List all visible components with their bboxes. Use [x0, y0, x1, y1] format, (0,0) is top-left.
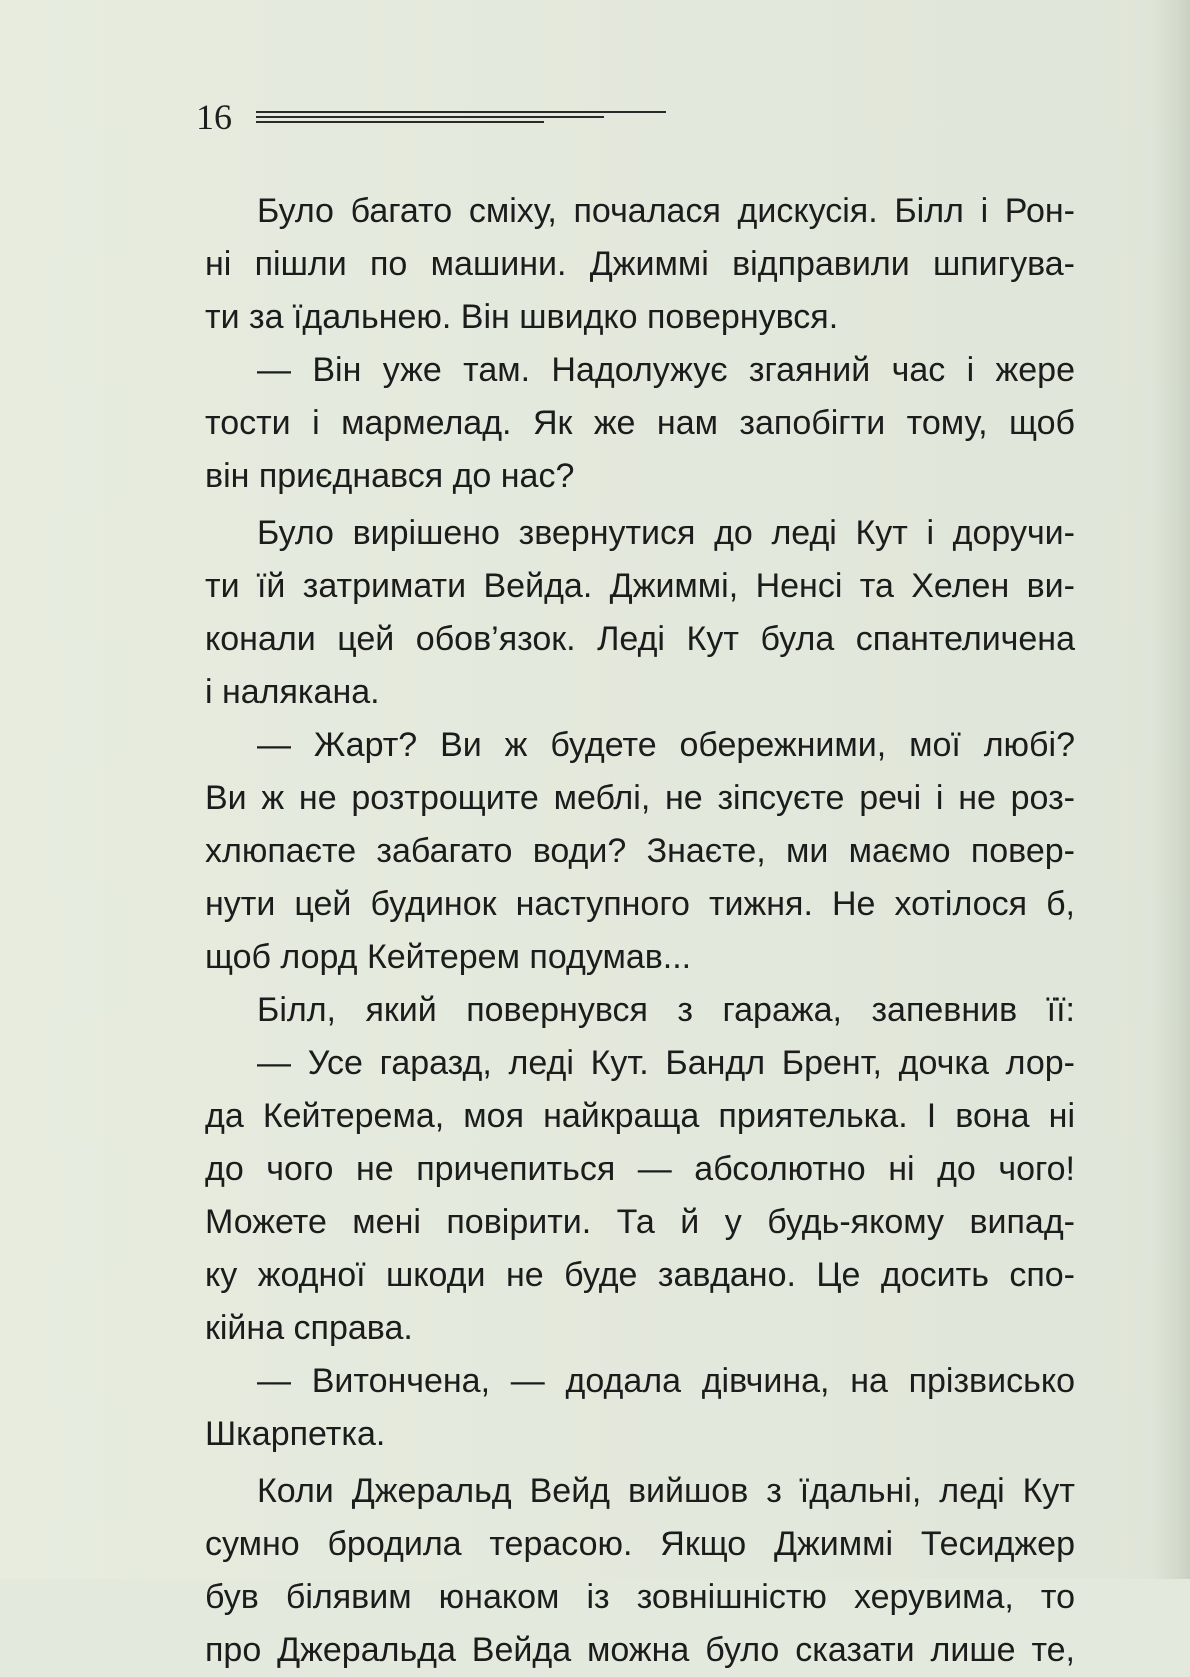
text-line: Було багато сміху, почалася дискусія. Білл і Рон- — [257, 192, 1075, 230]
header-rule-middle — [256, 116, 604, 118]
page-edge-shadow — [1150, 0, 1190, 1579]
page-number: 16 — [196, 97, 232, 137]
text-line: ку жодної шкоди не буде завдано. Це досить спо- — [205, 1256, 1075, 1294]
text-line: був білявим юнаком із зовнішністю херувима, то — [205, 1578, 1075, 1616]
text-line: — Жарт? Ви ж будете обережними, мої любі? — [257, 726, 1075, 764]
text-line: Можете мені повірити. Та й у будь-якому випад- — [205, 1203, 1075, 1241]
header-rule-long — [256, 111, 666, 113]
text-line: да Кейтерема, моя найкраща приятелька. І вона ні — [205, 1097, 1075, 1135]
text-line: ні пішли по машини. Джиммі відправили шпигува- — [205, 245, 1075, 283]
text-line: — Усе гаразд, леді Кут. Бандл Брент, дочка лор- — [257, 1044, 1075, 1082]
text-line: сумно бродила терасою. Якщо Джиммі Тесиджер — [205, 1525, 1075, 1563]
text-line: — Він уже там. Надолужує згаяний час і жере — [257, 351, 1075, 389]
text-line: кійна справа. — [205, 1309, 413, 1347]
text-line: Коли Джеральд Вейд вийшов з їдальні, леді Кут — [257, 1472, 1075, 1510]
text-line: до чого не причепиться — абсолютно ні до чого! — [205, 1150, 1075, 1188]
text-line: Ви ж не розтрощите меблі, не зіпсуєте речі і не роз- — [205, 779, 1075, 817]
page-header — [196, 92, 676, 142]
text-line: конали цей обов’язок. Леді Кут була спантеличена — [205, 620, 1075, 658]
text-line: і налякана. — [205, 673, 380, 711]
text-line: хлюпаєте забагато води? Знаєте, ми маємо повер- — [205, 832, 1075, 870]
header-rule-short — [256, 121, 544, 123]
text-line: нути цей будинок наступного тижня. Не хотілося б, — [205, 885, 1075, 923]
text-line: Білл, який повернувся з гаража, запевнив її: — [257, 991, 1075, 1029]
text-line: Було вирішено звернутися до леді Кут і доручи- — [257, 514, 1075, 552]
text-line: щоб лорд Кейтерем подумав... — [205, 938, 692, 976]
text-line: Шкарпетка. — [205, 1415, 386, 1453]
text-line: ти їй затримати Вейда. Джиммі, Ненсі та Хелен ви- — [205, 567, 1075, 605]
body-text — [205, 185, 1075, 1677]
text-line: — Витончена, — додала дівчина, на прізвисько — [257, 1362, 1075, 1400]
text-line: тости і мармелад. Як же нам запобігти тому, щоб — [205, 404, 1075, 442]
text-line: ти за їдальнею. Він швидко повернувся. — [205, 298, 839, 336]
text-line: про Джеральда Вейда можна було сказати лише те, — [205, 1631, 1075, 1669]
text-line: він приєднався до нас? — [205, 457, 575, 495]
